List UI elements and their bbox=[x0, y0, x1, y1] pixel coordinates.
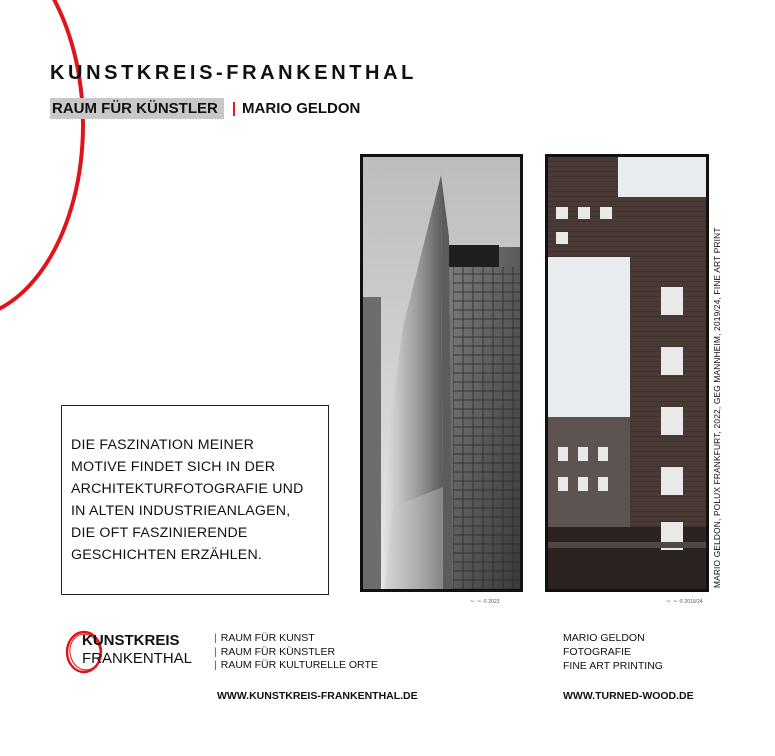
subheading-tag: RAUM FÜR KÜNSTLER bbox=[50, 98, 224, 119]
logo-line-2: FRANKENTHAL bbox=[82, 650, 193, 667]
kunstkreis-website-link[interactable]: WWW.KUNSTKREIS-FRANKENTHAL.DE bbox=[217, 690, 418, 702]
signature-1-year: © 2023 bbox=[483, 599, 500, 605]
quote-line: GESCHICHTEN ERZÄHLEN. bbox=[71, 547, 263, 563]
artist-line: FOTOGRAFIE bbox=[563, 646, 632, 658]
subheading-artist: MARIO GELDON bbox=[242, 99, 361, 117]
photo-skyscraper bbox=[360, 154, 523, 592]
logo-wordmark bbox=[82, 632, 192, 668]
quote-line: IN ALTEN INDUSTRIEANLAGEN, bbox=[71, 503, 291, 519]
signature-2: ~ ~ © 2019/24 bbox=[666, 598, 703, 605]
artist-info bbox=[563, 631, 663, 673]
artist-website-link[interactable]: WWW.TURNED-WOOD.DE bbox=[563, 690, 694, 702]
photo-brick-buildings bbox=[545, 154, 709, 592]
logo-line-1: KUNSTKREIS bbox=[82, 632, 180, 649]
page-title: KUNSTKREIS-FRANKENTHAL bbox=[50, 62, 417, 84]
quote-box bbox=[61, 405, 329, 595]
service-item: | RAUM FÜR KUNST bbox=[214, 632, 315, 644]
artist-line: FINE ART PRINTING bbox=[563, 660, 663, 672]
subheading-separator: | bbox=[231, 99, 237, 117]
artist-line: MARIO GELDON bbox=[563, 632, 645, 644]
signature-2-year: © 2019/24 bbox=[679, 599, 703, 605]
service-item: | RAUM FÜR KÜNSTLER bbox=[214, 645, 336, 658]
quote-line: DIE FASZINATION MEINER bbox=[71, 437, 255, 453]
signature-1: ~ ~ © 2023 bbox=[470, 598, 500, 605]
quote-line: DIE OFT FASZINIERENDE bbox=[71, 525, 248, 541]
photo-caption: MARIO GELDON, POLUX FRANKFURT, 2022, GEG MANNHEIM, 2019/24, FINE ART PRINT bbox=[712, 227, 722, 588]
decorative-red-arc bbox=[0, 0, 85, 320]
service-item: | RAUM FÜR KULTURELLE ORTE bbox=[214, 659, 378, 671]
services-list bbox=[214, 632, 378, 673]
quote-line: MOTIVE FINDET SICH IN DER bbox=[71, 459, 276, 475]
subheading bbox=[50, 96, 360, 120]
quote-line: ARCHITEKTURFOTOGRAFIE UND bbox=[71, 481, 304, 497]
